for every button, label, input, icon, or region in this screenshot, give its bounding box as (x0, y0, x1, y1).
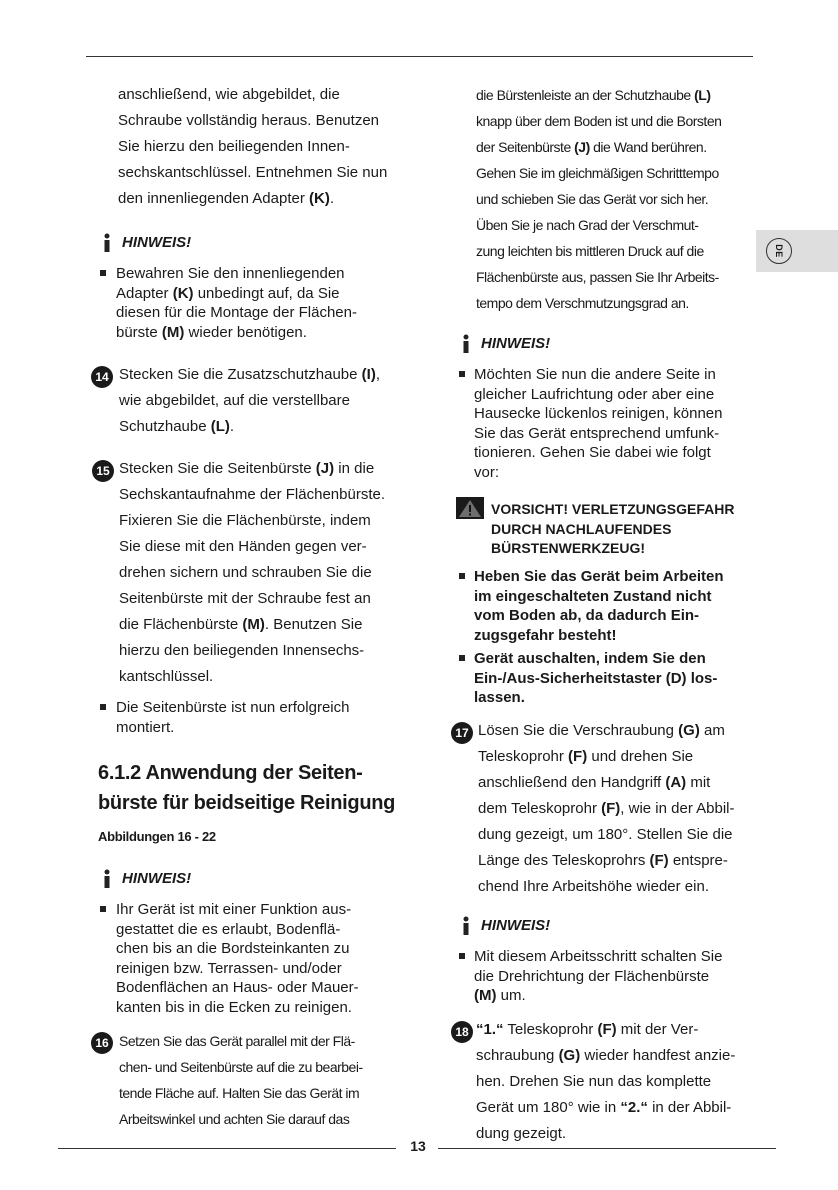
ref: (A) (665, 774, 687, 791)
hinweis3-line: vor: (474, 463, 500, 481)
step15-line (119, 612, 362, 638)
step15-line: drehen sichern und schrauben Sie die (119, 564, 372, 581)
step15-line: Sechskantaufnahme der Flächenbürste. (119, 486, 385, 503)
hinweis4-line: Mit diesem Arbeitsschritt schalten Sie (474, 948, 723, 965)
step14-line: wie abgebildet, auf die verstellbare (119, 392, 350, 409)
hinweis3-line: Sie das Gerät entsprechend umfunk- (474, 424, 720, 442)
cont-line: tempo dem Verschmutzungsgrad an. (476, 295, 689, 311)
text: in der Abbil- (647, 1099, 732, 1116)
warning-line: DURCH NACHLAUFENDES (491, 520, 672, 537)
step16-line: chen- und Seitenbürste auf die zu bearbei- (119, 1059, 363, 1075)
step17-line (478, 848, 728, 874)
text: dem Teleskoprohr (478, 800, 602, 817)
ref: (F) (601, 800, 621, 817)
text: die Wand berühren. (589, 139, 707, 155)
info-icon (459, 916, 473, 936)
cont-line (476, 134, 707, 160)
text: mit (686, 774, 711, 791)
text: wieder handfest anzie- (580, 1047, 736, 1064)
step17-line (478, 718, 725, 744)
bullet-marker (100, 906, 106, 912)
ref: (F) (649, 852, 669, 869)
hinweis1-line: Bewahren Sie den innenliegenden (116, 265, 345, 282)
text: in die (334, 460, 375, 477)
bullet-marker (459, 573, 465, 579)
step15-line: hierzu den beiliegenden Innensechs- (119, 642, 365, 659)
hinweis3-line: gleicher Laufrichtung oder aber eine (474, 385, 715, 403)
text: Teleskoprohr (478, 748, 569, 765)
hinweis1-line (116, 284, 340, 304)
step18-line: dung gezeigt. (476, 1125, 567, 1142)
step18-line: hen. Drehen Sie nun das komplette (476, 1073, 712, 1090)
page-number: 13 (410, 1138, 426, 1154)
warning-icon (456, 497, 484, 519)
step16-line: Setzen Sie das Gerät parallel mit der Flä- (119, 1033, 355, 1049)
ref: (M) (161, 323, 185, 341)
ref: (I) (361, 366, 376, 383)
text: unbedingt auf, da Sie (193, 284, 340, 302)
hinweis-title: HINWEIS! (481, 335, 551, 352)
cont-line: Gehen Sie im gleichmäßigen Schritttempo (476, 165, 719, 181)
step16-line: tende Fläche auf. Halten Sie das Gerät im (119, 1085, 360, 1101)
intro-ref: (K) (309, 190, 330, 207)
ref: (J) (315, 460, 335, 477)
hinweis3-line: tionieren. Gehen Sie dabei wie folgt (474, 444, 711, 461)
warn-bullet-line: zugsgefahr besteht! (474, 626, 617, 644)
cont-line: und schieben Sie das Gerät vor sich her. (476, 191, 709, 207)
step16-line: Arbeitswinkel und achten Sie darauf das (119, 1111, 350, 1127)
text: Schutzhaube (119, 418, 211, 435)
warn-bullet-line: lassen. (474, 689, 525, 706)
step18-line (476, 1017, 698, 1043)
bullet-marker (459, 953, 465, 959)
cont-line (476, 82, 711, 108)
warn-bullet-line: Heben Sie das Gerät beim Arbeiten (474, 568, 724, 585)
footer-rule-right (438, 1148, 776, 1149)
hinweis2-line: Ihr Gerät ist mit einer Funktion aus- (116, 901, 352, 918)
step18-line (476, 1095, 731, 1121)
cont-line: Üben Sie je nach Grad der Verschmut- (476, 217, 699, 233)
ref: (F) (568, 748, 588, 765)
hinweis-title: HINWEIS! (122, 870, 192, 887)
text: mit der Ver- (616, 1021, 699, 1038)
hinweis1-line (116, 323, 307, 343)
text: Stecken Sie die Zusatzschutzhaube (119, 366, 362, 383)
ref: (J) (574, 139, 590, 155)
bullet-marker (100, 270, 106, 276)
step18-line (476, 1043, 735, 1069)
text: . (229, 418, 235, 435)
ref: (M) (242, 616, 265, 633)
text: entspre- (668, 852, 728, 869)
ref: (L) (694, 87, 711, 103)
hinweis4-line (474, 986, 526, 1006)
info-icon (459, 334, 473, 354)
hinweis2-line: reinigen bzw. Terrassen- und/oder (116, 959, 342, 977)
text: Stecken Sie die Seitenbürste (119, 460, 316, 477)
bullet2-line: montiert. (116, 718, 175, 736)
bullet-marker (100, 704, 106, 710)
step14-line (119, 414, 234, 440)
footer-rule-left (58, 1148, 396, 1149)
text: Länge des Teleskoprohrs (478, 852, 650, 869)
text: Teleskoprohr (503, 1021, 598, 1038)
warn-bullet-line: im eingeschalteten Zustand nicht (474, 587, 712, 605)
hinweis1-line: diesen für die Montage der Flächen- (116, 304, 357, 321)
text: anschließend den Handgriff (478, 774, 666, 791)
step-number-18: 18 (451, 1021, 473, 1043)
step17-line (478, 796, 735, 822)
text: , (375, 366, 380, 383)
hinweis4-line: die Drehrichtung der Flächenbürste (474, 967, 710, 985)
intro-line-4: sechskantschlüssel. Entnehmen Sie nun (118, 164, 388, 181)
language-badge (766, 238, 792, 264)
text: wieder benötigen. (184, 323, 307, 341)
intro-line-2: Schraube vollständig heraus. Benutzen (118, 112, 380, 129)
step15-line: Fixieren Sie die Flächenbürste, indem (119, 512, 371, 529)
step-number-17: 17 (451, 722, 473, 744)
text: . Benutzen Sie (264, 616, 363, 633)
text: die Bürstenleiste an der Schutzhaube (476, 87, 695, 103)
cont-line: Flächenbürste aus, passen Sie Ihr Arbeits- (476, 269, 719, 285)
warning-line: VORSICHT! VERLETZUNGSGEFAHR (491, 501, 735, 517)
step14-line (119, 362, 380, 388)
text: und drehen Sie (587, 748, 694, 765)
text: Adapter (116, 284, 173, 302)
ref: (L) (210, 418, 230, 435)
language-code: DE (773, 244, 784, 258)
step17-line: chend Ihre Arbeitshöhe wieder ein. (478, 878, 709, 895)
hinweis2-line: gestattet die es erlaubt, Bodenflä- (116, 920, 341, 938)
step-number-16: 16 (91, 1032, 113, 1054)
text: , wie in der Abbil- (620, 800, 735, 817)
hinweis2-line: kanten bis in die Ecken zu reinigen. (116, 998, 352, 1016)
step17-line: dung gezeigt, um 180°. Stellen Sie die (478, 826, 733, 843)
section-heading-line-2: bürste für beidseitige Reinigung (98, 792, 396, 814)
info-icon (100, 869, 114, 889)
warn-bullet-line: vom Boden ab, da dadurch Ein- (474, 607, 700, 624)
text: bürste (116, 323, 162, 341)
section-heading-line-1: 6.1.2 Anwendung der Seiten- (98, 762, 363, 784)
warn-bullet-line: Ein-/Aus-Sicherheitstaster (D) los- (474, 669, 718, 687)
warning-line: BÜRSTENWERKZEUG! (491, 540, 645, 556)
text: um. (496, 987, 526, 1004)
header-rule (86, 56, 753, 57)
info-icon (100, 233, 114, 253)
step15-line: Sie diese mit den Händen gegen ver- (119, 538, 367, 555)
text: schraubung (476, 1047, 559, 1064)
text: der Seitenbürste (476, 139, 575, 155)
ref: (K) (172, 284, 194, 302)
bullet-marker (459, 371, 465, 377)
step15-line (119, 456, 374, 482)
ref: (G) (678, 722, 700, 739)
text: Gerät um 180° wie in (476, 1099, 621, 1116)
intro-line-5 (118, 186, 334, 212)
intro-text: den innenliegenden Adapter (118, 190, 305, 207)
warn-bullet-line: Gerät auschalten, indem Sie den (474, 650, 706, 667)
ref: (G) (558, 1047, 581, 1064)
intro-end: . (329, 190, 335, 207)
ref: (F) (597, 1021, 617, 1038)
text: am (699, 722, 725, 739)
hinweis-title: HINWEIS! (122, 234, 192, 251)
step17-line (478, 744, 693, 770)
text: die Flächenbürste (119, 616, 243, 633)
hinweis2-line: chen bis an die Bordsteinkanten zu (116, 940, 350, 957)
hinweis3-line: Hausecke lückenlos reinigen, können (474, 405, 723, 422)
bullet2-line: Die Seitenbürste ist nun erfolgreich (116, 699, 350, 716)
text: Lösen Sie die Verschraubung (478, 722, 679, 739)
step15-line: kantschlüssel. (119, 668, 214, 685)
bullet-marker (459, 655, 465, 661)
step17-line (478, 770, 710, 796)
intro-line-3: Sie hierzu den beiliegenden Innen- (118, 138, 350, 155)
hinweis3-line: Möchten Sie nun die andere Seite in (474, 366, 716, 383)
hinweis-title: HINWEIS! (481, 917, 551, 934)
cont-line: zung leichten bis mittleren Druck auf die (476, 243, 704, 259)
intro-line-1: anschließend, wie abgebildet, die (118, 86, 340, 103)
ref: (M) (474, 987, 497, 1004)
ref: “2.“ (620, 1099, 648, 1116)
step-number-15: 15 (92, 460, 114, 482)
step15-line: Seitenbürste mit der Schraube fest an (119, 590, 371, 607)
ref: “1.“ (476, 1021, 504, 1038)
hinweis2-line: Bodenflächen an Haus- oder Mauer- (116, 979, 359, 996)
step-number-14: 14 (91, 366, 113, 388)
figures-subheading: Abbildungen 16 - 22 (98, 829, 216, 844)
cont-line: knapp über dem Boden ist und die Borsten (476, 113, 722, 129)
